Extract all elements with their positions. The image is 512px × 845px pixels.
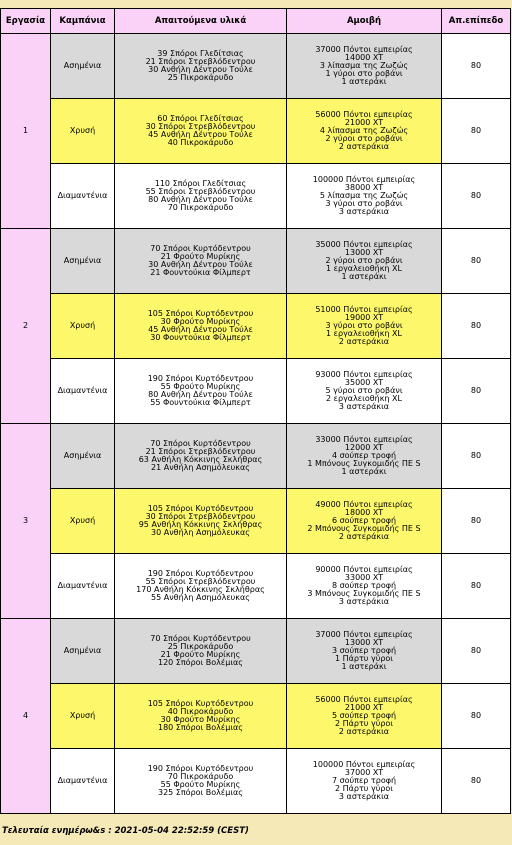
- material-item: 30 Φρούτο Μυρίκης: [160, 317, 241, 326]
- table-row: [1, 554, 511, 619]
- rewards: [287, 229, 442, 294]
- material-item: 180 Σπόροι Βολέμιας: [157, 723, 243, 732]
- material-item: 55 Ανθήλη Ασημόλευκας: [151, 593, 250, 602]
- reward-item: 100000 Πόντοι εμπειρίας: [312, 760, 416, 769]
- rewards: [287, 749, 442, 814]
- reward-item: 37000 Πόντοι εμπειρίας: [315, 630, 413, 639]
- reward-item: 38000 XT: [344, 183, 384, 192]
- required-materials: [115, 359, 287, 424]
- header-required-level: Απ.επίπεδο: [442, 9, 511, 34]
- material-item: 120 Σπόροι Βολέμιας: [157, 658, 243, 667]
- required-level: 80: [442, 34, 511, 99]
- reward-item: 3 αστεράκια: [338, 402, 390, 411]
- reward-item: 93000 Πόντοι εμπειρίας: [315, 370, 413, 379]
- material-item: 40 Πικροκάρυδο: [167, 707, 234, 716]
- reward-item: 35000 XT: [344, 378, 384, 387]
- table-row: [1, 359, 511, 424]
- material-item: 55 Φουντούκια Φίλμπερτ: [150, 398, 251, 407]
- material-item: 40 Πικροκάρυδο: [167, 138, 234, 147]
- reward-item: 100000 Πόντοι εμπειρίας: [312, 175, 416, 184]
- campaign-tier: Ασημένια: [51, 619, 115, 684]
- reward-item: 1 αστεράκι: [341, 662, 387, 671]
- material-item: 45 Ανθήλη Δέντρου Τούλε: [148, 325, 253, 334]
- reward-item: 21000 XT: [344, 703, 384, 712]
- material-item: 21 Φρούτο Μυρίκης: [160, 650, 241, 659]
- material-item: 21 Σπόροι Στρεβλόδεντρου: [145, 57, 256, 66]
- material-item: 45 Ανθήλη Δέντρου Τούλε: [148, 130, 253, 139]
- material-item: 70 Σπόροι Κυρτόδεντρου: [150, 244, 251, 253]
- reward-item: 3 αστεράκια: [338, 207, 390, 216]
- material-item: 30 Σπόροι Στρεβλόδεντρου: [145, 122, 256, 131]
- reward-item: 2 Μπόνους Συγκομιδής ΠΕ S: [307, 524, 421, 533]
- reward-item: 5 λίπασμα της Ζωζώς: [319, 191, 409, 200]
- reward-item: 12000 XT: [344, 443, 384, 452]
- material-item: 21 Φρούτο Μυρίκης: [160, 252, 241, 261]
- reward-item: 3 αστεράκια: [338, 792, 390, 801]
- reward-item: 21000 XT: [344, 118, 384, 127]
- table-row: [1, 229, 511, 294]
- header-task: Εργασία: [1, 9, 51, 34]
- required-level: 80: [442, 749, 511, 814]
- rewards: [287, 554, 442, 619]
- material-item: 325 Σπόροι Βολέμιας: [157, 788, 243, 797]
- material-item: 170 Ανθήλη Κόκκινης Σκλήθρας: [136, 585, 265, 594]
- required-materials: [115, 489, 287, 554]
- campaign-tier: Διαμαντένια: [51, 749, 115, 814]
- material-item: 70 Πικροκάρυδο: [167, 203, 234, 212]
- reward-item: 90000 Πόντοι εμπειρίας: [315, 565, 413, 574]
- material-item: 30 Σπόροι Στρεβλόδεντρου: [145, 512, 256, 521]
- table-row: [1, 164, 511, 229]
- campaign-tier: Διαμαντένια: [51, 359, 115, 424]
- reward-item: 1 εργαλειοθήκη XL: [326, 264, 402, 273]
- material-item: 21 Ανθήλη Ασημόλευκας: [151, 463, 250, 472]
- reward-item: 2 Πάρτυ γύροι: [334, 719, 394, 728]
- material-item: 105 Σπόροι Κυρτόδεντρου: [147, 309, 254, 318]
- required-materials: [115, 619, 287, 684]
- material-item: 190 Σπόροι Κυρτόδεντρου: [147, 374, 254, 383]
- campaign-tier: Χρυσή: [51, 99, 115, 164]
- required-level: 80: [442, 424, 511, 489]
- required-materials: [115, 554, 287, 619]
- campaign-tier: Διαμαντένια: [51, 554, 115, 619]
- required-level: 80: [442, 99, 511, 164]
- material-item: 30 Φουντούκια Φίλμπερτ: [150, 333, 251, 342]
- task-number: 2: [1, 229, 51, 424]
- header-campaign: Καμπάνια: [51, 9, 115, 34]
- reward-item: 2 αστεράκια: [338, 337, 390, 346]
- reward-item: 14000 XT: [344, 53, 384, 62]
- required-materials: [115, 684, 287, 749]
- required-materials: [115, 164, 287, 229]
- campaign-tier: Διαμαντένια: [51, 164, 115, 229]
- material-item: 55 Σπόροι Στρεβλόδεντρου: [145, 577, 256, 586]
- reward-item: 1 αστεράκι: [341, 77, 387, 86]
- material-item: 21 Σπόροι Στρεβλόδεντρου: [145, 447, 256, 456]
- reward-item: 18000 XT: [344, 508, 384, 517]
- required-level: 80: [442, 164, 511, 229]
- material-item: 95 Ανθήλη Κόκκινης Σκλήθρας: [138, 520, 263, 529]
- reward-item: 13000 XT: [344, 248, 384, 257]
- reward-item: 3 γύροι στο ροβάνι: [325, 199, 403, 208]
- header-reward: Αμοιβή: [287, 9, 442, 34]
- reward-item: 2 γύροι στο ροβάνι: [325, 256, 403, 265]
- reward-item: 1 γύροι στο ροβάνι: [325, 69, 403, 78]
- reward-item: 33000 XT: [344, 573, 384, 582]
- material-item: 70 Σπόροι Κυρτόδεντρου: [150, 634, 251, 643]
- rewards: [287, 489, 442, 554]
- reward-item: 33000 Πόντοι εμπειρίας: [315, 435, 413, 444]
- reward-item: 7 σούπερ τροφή: [331, 776, 397, 785]
- material-item: 105 Σπόροι Κυρτόδεντρου: [147, 699, 254, 708]
- rewards: [287, 34, 442, 99]
- material-item: 21 Φουντούκια Φίλμπερτ: [150, 268, 251, 277]
- required-level: 80: [442, 294, 511, 359]
- table-row: [1, 99, 511, 164]
- material-item: 55 Φρούτο Μυρίκης: [160, 382, 241, 391]
- table-row: [1, 294, 511, 359]
- table-header-row: [1, 9, 511, 34]
- required-materials: [115, 749, 287, 814]
- required-level: 80: [442, 554, 511, 619]
- task-number: 1: [1, 34, 51, 229]
- reward-item: 49000 Πόντοι εμπειρίας: [315, 500, 413, 509]
- campaign-tasks-table: [0, 8, 511, 814]
- reward-item: 37000 Πόντοι εμπειρίας: [315, 45, 413, 54]
- reward-item: 4 σούπερ τροφή: [331, 451, 397, 460]
- material-item: 63 Ανθήλη Κόκκινης Σκλήθρας: [138, 455, 263, 464]
- table-row: [1, 489, 511, 554]
- reward-item: 5 γύροι στο ροβάνι: [325, 386, 403, 395]
- material-item: 80 Ανθήλη Δέντρου Τούλε: [148, 195, 253, 204]
- required-level: 80: [442, 489, 511, 554]
- reward-item: 1 εργαλειοθήκη XL: [326, 329, 402, 338]
- reward-item: 3 αστεράκια: [338, 597, 390, 606]
- required-materials: [115, 294, 287, 359]
- reward-item: 3 γύροι στο ροβάνι: [325, 321, 403, 330]
- task-number: 3: [1, 424, 51, 619]
- rewards: [287, 164, 442, 229]
- header-required-materials: Απαιτούμενα υλικά: [115, 9, 287, 34]
- required-level: 80: [442, 619, 511, 684]
- rewards: [287, 619, 442, 684]
- rewards: [287, 424, 442, 489]
- table-body: [1, 34, 511, 814]
- task-number: 4: [1, 619, 51, 814]
- table-row: [1, 684, 511, 749]
- required-materials: [115, 424, 287, 489]
- campaign-tier: Χρυσή: [51, 294, 115, 359]
- material-item: 25 Πικροκάρυδο: [167, 73, 234, 82]
- material-item: 30 Φρούτο Μυρίκης: [160, 715, 241, 724]
- reward-item: 3 σούπερ τροφή: [331, 646, 397, 655]
- table-row: [1, 749, 511, 814]
- reward-item: 56000 Πόντοι εμπειρίας: [315, 695, 413, 704]
- reward-item: 1 Μπόνους Συγκομιδής ΠΕ S: [307, 459, 421, 468]
- required-level: 80: [442, 684, 511, 749]
- rewards: [287, 294, 442, 359]
- reward-item: 2 Πάρτυ γύροι: [334, 784, 394, 793]
- material-item: 30 Ανθήλη Δέντρου Τούλε: [148, 65, 253, 74]
- material-item: 30 Ανθήλη Δέντρου Τούλε: [148, 260, 253, 269]
- reward-item: 37000 XT: [344, 768, 384, 777]
- campaign-tier: Χρυσή: [51, 489, 115, 554]
- reward-item: 19000 XT: [344, 313, 384, 322]
- material-item: 30 Ανθήλη Ασημόλευκας: [151, 528, 250, 537]
- material-item: 190 Σπόροι Κυρτόδεντρου: [147, 569, 254, 578]
- reward-item: 8 σούπερ τροφή: [331, 581, 397, 590]
- reward-item: 3 λίπασμα της Ζωζώς: [319, 61, 409, 70]
- campaign-tier: Ασημένια: [51, 229, 115, 294]
- material-item: 60 Σπόροι Γλεδίτσιας: [157, 114, 244, 123]
- reward-item: 56000 Πόντοι εμπειρίας: [315, 110, 413, 119]
- reward-item: 1 αστεράκι: [341, 467, 387, 476]
- reward-item: 2 αστεράκια: [338, 532, 390, 541]
- material-item: 190 Σπόροι Κυρτόδεντρου: [147, 764, 254, 773]
- campaign-tier: Χρυσή: [51, 684, 115, 749]
- campaign-tier: Ασημένια: [51, 424, 115, 489]
- rewards: [287, 684, 442, 749]
- material-item: 55 Φρούτο Μυρίκης: [160, 780, 241, 789]
- required-materials: [115, 229, 287, 294]
- campaign-tier: Ασημένια: [51, 34, 115, 99]
- reward-item: 1 Πάρτυ γύροι: [334, 654, 394, 663]
- material-item: 105 Σπόροι Κυρτόδεντρου: [147, 504, 254, 513]
- material-item: 110 Σπόροι Γλεδίτσιας: [154, 179, 247, 188]
- material-item: 25 Πικροκάρυδο: [167, 642, 234, 651]
- reward-item: 51000 Πόντοι εμπειρίας: [315, 305, 413, 314]
- required-level: 80: [442, 229, 511, 294]
- reward-item: 35000 Πόντοι εμπειρίας: [315, 240, 413, 249]
- required-materials: [115, 99, 287, 164]
- reward-item: 6 σούπερ τροφή: [331, 516, 397, 525]
- material-item: 70 Πικροκάρυδο: [167, 772, 234, 781]
- table-row: [1, 619, 511, 684]
- reward-item: 2 γύροι στο ροβάνι: [325, 134, 403, 143]
- material-item: 39 Σπόροι Γλεδίτσιας: [157, 49, 244, 58]
- reward-item: 3 Μπόνους Συγκομιδής ΠΕ S: [307, 589, 421, 598]
- required-level: 80: [442, 359, 511, 424]
- rewards: [287, 99, 442, 164]
- last-updated-footer: Τελευταία ενημέρω&s : 2021-05-04 22:52:59 (CEST): [2, 826, 249, 836]
- reward-item: 2 αστεράκια: [338, 727, 390, 736]
- table-row: [1, 34, 511, 99]
- reward-item: 1 αστεράκι: [341, 272, 387, 281]
- reward-item: 5 σούπερ τροφή: [331, 711, 397, 720]
- required-materials: [115, 34, 287, 99]
- reward-item: 2 εργαλειοθήκη XL: [326, 394, 402, 403]
- reward-item: 13000 XT: [344, 638, 384, 647]
- table-row: [1, 424, 511, 489]
- material-item: 70 Σπόροι Κυρτόδεντρου: [150, 439, 251, 448]
- reward-item: 4 λίπασμα της Ζωζώς: [319, 126, 409, 135]
- material-item: 80 Ανθήλη Δέντρου Τούλε: [148, 390, 253, 399]
- material-item: 55 Σπόροι Στρεβλόδεντρου: [145, 187, 256, 196]
- reward-item: 2 αστεράκια: [338, 142, 390, 151]
- rewards: [287, 359, 442, 424]
